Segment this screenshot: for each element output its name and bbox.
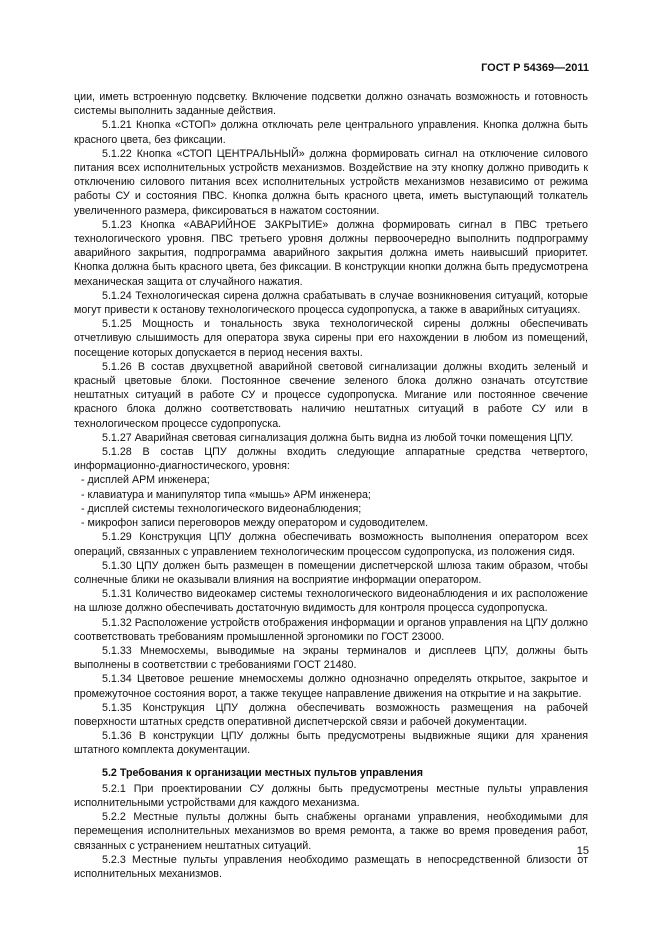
clause-5-2-2: 5.2.2 Местные пульты должны быть снабжены органами управления, необходимыми для перемещения исполнительных механизмов во время ремонта, а также во время проведения работ, связанных с устранением нештатных ситуаций.	[74, 811, 588, 852]
clause-5-1-23: 5.1.23 Кнопка «АВАРИЙНОЕ ЗАКРЫТИЕ» должна формировать сигнал в ПВС третьего технологического уровня. ПВС третьего уровня должны первоочередно выполнить подпрограмму аварийного закрытия, подпрограмма аварийного закрытия должна иметь наивысший приоритет. Кнопка должна быть красного цвета, без фиксации. В конструкции кнопки должна быть предусмотрена механическая защита от случайного нажатия.	[74, 218, 588, 288]
list-item: - клавиатура и манипулятор типа «мышь» АРМ инженера;	[81, 488, 371, 501]
clause-5-1-24: 5.1.24 Технологическая сирена должна срабатывать в случае возникновения ситуаций, которые могут привести к останову технологического процесса судопропуска, а также в аварийных ситуациях.	[74, 289, 588, 317]
clause-5-1-25: 5.1.25 Мощность и тональность звука технологической сирены должны обеспечивать отчетливую слышимость для оператора звука сирены при его нахождении в любом из помещений, посещение которых допускается в период несения вахты.	[74, 318, 588, 359]
clause-5-1-26: 5.1.26 В состав двухцветной аварийной световой сигнализации должны входить зеленый и красный цветовые блоки. Постоянное свечение зеленого блока должно означать отсутствие нештатных ситуаций в работе СУ и процессе судопропуска. Мигание или постоянное свечение красного блока должно соответствовать наличию нештатных ситуаций в работе СУ или в технологическом процессе судопропуска.	[74, 360, 588, 430]
clause-5-1-30: 5.1.30 ЦПУ должен быть размещен в помещении диспетчерской шлюза таким образом, чтобы солнечные блики не оказывали влияния на восприятие информации оператором.	[74, 559, 588, 586]
clause-5-1-27: 5.1.27 Аварийная световая сигнализация должна быть видна из любой точки помещения ЦПУ.	[102, 431, 574, 444]
list-item: - дисплей АРМ инженера;	[81, 474, 210, 487]
section-heading-5-2: 5.2 Требования к организации местных пультов управления	[102, 766, 423, 779]
clause-5-1-34: 5.1.34 Цветовое решение мнемосхемы должно однозначно определять открытое, закрытое и промежуточное состояния ворот, а также текущее направление движения на открытие и на закрытие.	[74, 673, 588, 700]
clause-5-1-29: 5.1.29 Конструкция ЦПУ должна обеспечивать возможность выполнения оператором всех операций, связанных с управлением технологическим процессом судопропуска, из положения сидя.	[74, 531, 588, 558]
clause-5-1-21: 5.1.21 Кнопка «СТОП» должна отключать реле центрального управления. Кнопка должна быть красного цвета, без фиксации.	[74, 119, 588, 146]
clause-5-1-36: 5.1.36 В конструкции ЦПУ должны быть предусмотрены выдвижные ящики для хранения штатного комплекта документации.	[74, 730, 588, 757]
clause-5-2-1: 5.2.1 При проектировании СУ должны быть предусмотрены местные пульты управления исполнительными устройствами для каждого механизма.	[74, 782, 588, 809]
document-body	[74, 90, 588, 881]
paragraph-continuation: ции, иметь встроенную подсветку. Включение подсветки должно означать возможность и готовность системы выполнить заданные действия.	[74, 91, 588, 118]
clause-5-1-32: 5.1.32 Расположение устройств отображения информации и органов управления на ЦПУ должно соответствовать требованиям промышленной эргономики по ГОСТ 23000.	[74, 616, 588, 643]
clause-5-1-35: 5.1.35 Конструкция ЦПУ должна обеспечивать возможность размещения на рабочей поверхности штатных средств оперативной диспетчерской связи и рабочей документации.	[74, 701, 588, 728]
page-number: 15	[576, 845, 589, 857]
list-item: - микрофон записи переговоров между оператором и судоводителем.	[81, 517, 429, 530]
standard-header: ГОСТ Р 54369—2011	[481, 62, 589, 74]
clause-5-2-3: 5.2.3 Местные пульты управления необходимо размещать в непосредственной близости от исполнительных механизмов.	[74, 853, 588, 880]
list-item: - дисплей системы технологического видеонаблюдения;	[81, 502, 362, 515]
clause-5-1-31: 5.1.31 Количество видеокамер системы технологического видеонаблюдения и их расположение на шлюзе должно обеспечивать достаточную видимость для контроля процесса судопропуска.	[74, 588, 588, 615]
clause-5-1-28: 5.1.28 В состав ЦПУ должны входить следующие аппаратные средства четвертого, информационно-диагностического, уровня:	[74, 446, 588, 473]
clause-5-1-22: 5.1.22 Кнопка «СТОП ЦЕНТРАЛЬНЫЙ» должна формировать сигнал на отключение силового питания всех исполнительных устройств механизмов. Воздействие на эту кнопку должно приводить к отключению силового питания всех исполнительных устройств механизмов независимо от режима работы СУ и состояния ПВС. Кнопка должна быть красного цвета, иметь выступающий толкатель увеличенного размера, фиксироваться в нажатом состоянии.	[74, 147, 588, 217]
clause-5-1-33: 5.1.33 Мнемосхемы, выводимые на экраны терминалов и дисплеев ЦПУ, должны быть выполнены в соответствии с требованиями ГОСТ 21480.	[74, 644, 588, 672]
